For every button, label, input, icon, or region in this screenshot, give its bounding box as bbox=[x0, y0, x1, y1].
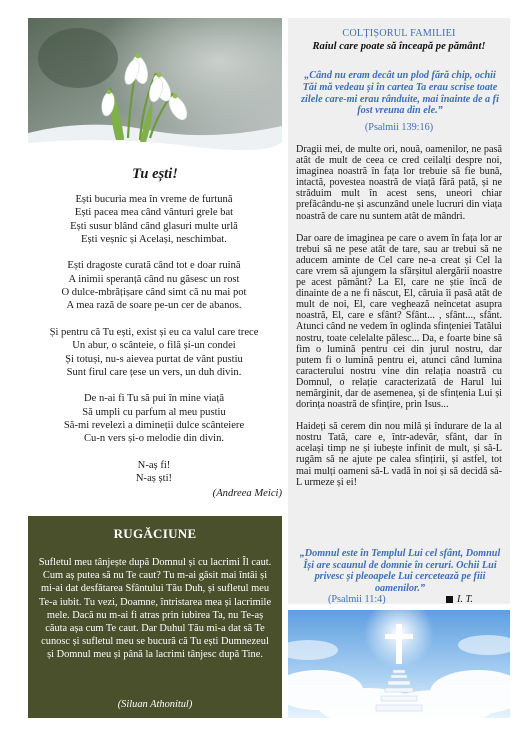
poem-author: (Andreea Meici) bbox=[212, 488, 282, 499]
bible-quote-top: „Când nu eram decât un plod fără chip, ochii Tăi mă vedeau și în cartea Ta erau scrise toate zilele care-mi erau rânduite, mai înainte de a fi fost vreuna din ele.” bbox=[301, 70, 499, 117]
family-corner-column bbox=[288, 18, 510, 604]
prayer-author: (Siluan Athonitul) bbox=[117, 699, 193, 710]
poem-line: Ești bucuria mea în vreme de furtună bbox=[75, 194, 233, 205]
signature-text: I. T. bbox=[457, 594, 473, 605]
poem-line: Ești susur blând când glasuri multe urlă bbox=[70, 220, 238, 232]
poem-line: A inimii speranță când nu găsesc un rost bbox=[68, 273, 240, 285]
article-paragraph: Haideți să cerem din nou milă și îndurare de la al nostru Tată, care e, într-adevăr, sfânt, dar în același timp ne și iubește infinit de mult, și să-L rugăm să ne ajute pe calea sfințirii, și astfel, tot mai mulți oameni să-L vadă în noi și să decidă să-L urmeze și ei! bbox=[296, 421, 502, 488]
square-bullet-icon bbox=[446, 596, 453, 603]
prayer-title: RUGĂCIUNE bbox=[113, 526, 197, 541]
poem-title: Tu ești! bbox=[132, 166, 178, 182]
poem-stanza-2 bbox=[20, 259, 288, 312]
snowdrops-photo bbox=[28, 18, 282, 162]
article-paragraph: Dragii mei, de multe ori, nouă, oamenilor, ne pasă atât de mult de ceea ce cred ceilalți despre noi, imaginea noastră în fața lor trebuie să fie bună, intactă, povestea noastră de viață fără pată, și ne străduim mult în acest sens, uneori chiar prefăcându-ne și ascunzând unele lucruri din viața noastră de care nu suntem atât de mândri. bbox=[296, 144, 502, 222]
column-subtitle: Raiul care poate să înceapă pe pământ! bbox=[312, 41, 486, 52]
author-signature bbox=[446, 594, 473, 605]
prayer-box bbox=[28, 516, 282, 718]
poem-stanza-5 bbox=[20, 459, 288, 486]
article-paragraph: Dar oare de imaginea pe care o avem în fața lor ar trebui să ne pese atât de tare, sau ar trebui să ne aducem aminte de Cel care ne-a creat și Cel la care vrem să ajungem la sfârșitul alergării noastre pe acest pământ? La El, care ne știe încă de dinainte de a ne fi născut, El, căruia îi pasă atât de mult de noi, El, care veghează neîncetat asupra noastră, El, care e sfânt? Sfânt... , sfânt..., sfânt. Atunci când ne vedem în oglinda sfințeniei Tatălui nostru, toate celelalte pălesc... Da, e foarte bine să fim o lumină pentru cei din jurul nostru, dar putem fi o lumină pentru ei, atunci când lumina caracterului nostru vine din relația noastră cu Domnul, o relație caracterizată de Harul lui nemărginit, dar de asemenea, și de sfințenia Lui și dorința noastră de sfințire, prin Isus... bbox=[296, 232, 502, 411]
poem-line: O dulce-mbrățișare când simt că nu mai pot bbox=[61, 287, 247, 299]
poem-line: Și pentru că Tu ești, exist și eu ca valul care trece bbox=[49, 326, 259, 338]
bible-quote-bottom: „Domnul este în Templul Lui cel sfânt, Domnul Își are scaunul de domnie în ceruri. Ochii Lui privesc și pleoapele Lui cercetează pe fiii oamenilor.” bbox=[299, 548, 501, 594]
stairway-to-heaven-photo bbox=[288, 610, 510, 718]
poem-line: Ești veșnic și Același, neschimbat. bbox=[81, 233, 227, 245]
poem-body bbox=[20, 193, 288, 499]
poem-stanza-1 bbox=[20, 193, 288, 246]
prayer-text: Sufletul meu tânjește după Domnul și cu lacrimi Îl caut. Cum aș putea să nu Te caut? Tu m-ai găsit mai întâi și mi-ai dat desfătarea Sfântului Tău Duh, și sufletul meu Te-a iubit. Tu vezi, Doamne, întristarea mea și lacrimile mele. Dacă nu m-ai fi atras prin iubirea Ta, nu Te-aș căuta așa cum Te caut. Dar Duhul Tău mi-a dat să Te cunosc și sufletul meu se bucură că Tu ești Dumnezeul și Domnul meu și până la lacrimi tânjesc după Tine. bbox=[38, 557, 272, 661]
poem-line: Și totuși, nu-s aievea purtat de vânt pustiu bbox=[65, 353, 243, 365]
poem-line: Ești dragoste curată când tot e doar ruină bbox=[67, 260, 241, 272]
poem-line: Cu-n vers și-o melodie din divin. bbox=[83, 433, 225, 445]
poem-stanza-3 bbox=[20, 326, 288, 379]
bible-quote-top-ref: (Psalmii 139:16) bbox=[364, 122, 434, 133]
poem-line: De n-ai fi Tu să pui în mine viață bbox=[83, 393, 225, 405]
poem-line: N-aș fi! bbox=[137, 459, 171, 471]
poem-line: Sunt firul care țese un vers, un duh divin. bbox=[66, 366, 242, 378]
poem-line: A mea rază de soare pe-un cer de abanos. bbox=[66, 300, 242, 312]
poem-line: Să umpli cu parfum al meu pustiu bbox=[82, 406, 226, 418]
poem-stanza-4 bbox=[20, 392, 288, 445]
poem-line: Ești pacea mea când vânturi grele bat bbox=[74, 207, 234, 219]
poem-line: Un abur, o scânteie, o filă și-un condei bbox=[72, 340, 236, 352]
column-header: COLȚIȘORUL FAMILIEI bbox=[342, 28, 456, 39]
poem-line: Să-mi revelezi a dimineții dulce scânteiere bbox=[63, 420, 245, 432]
bible-quote-bottom-ref: (Psalmii 11:4) bbox=[328, 594, 386, 605]
column-article bbox=[296, 144, 502, 499]
poem-line: N-aș ști! bbox=[135, 473, 173, 485]
